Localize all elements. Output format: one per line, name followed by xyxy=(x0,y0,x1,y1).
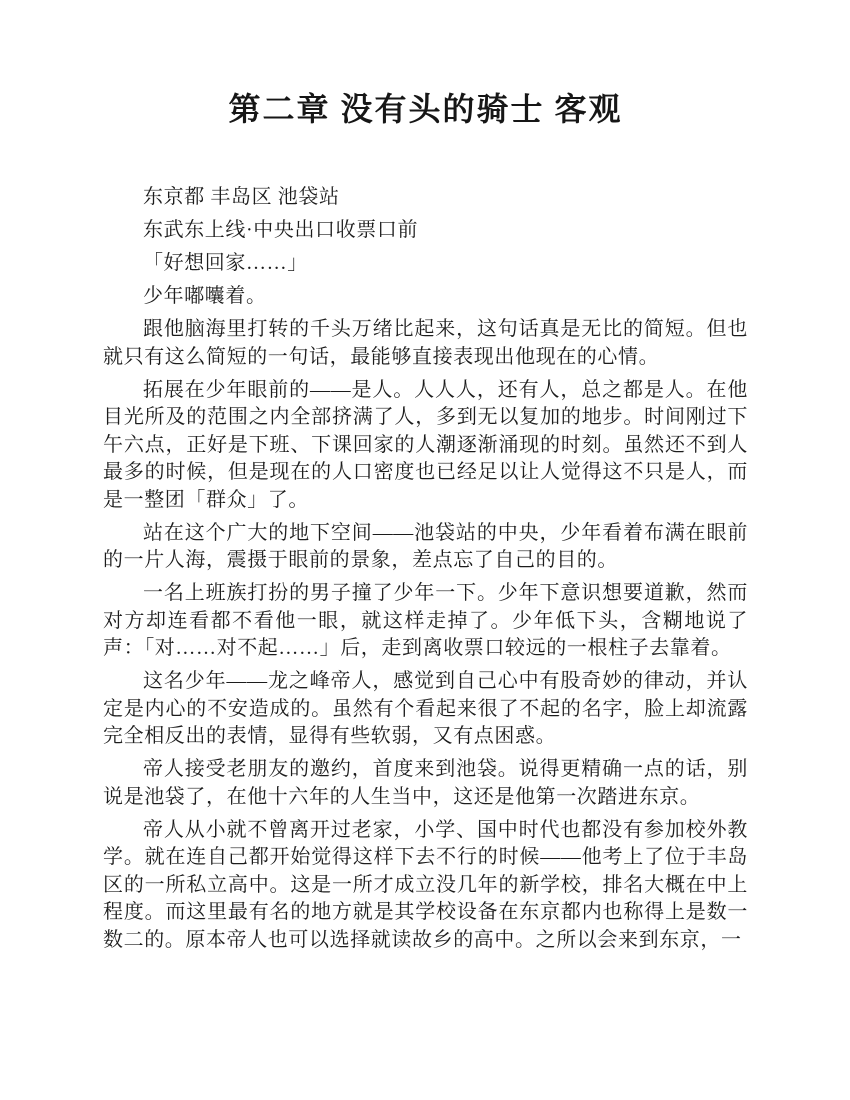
chapter-body xyxy=(103,184,748,954)
paragraph: 这名少年——龙之峰帝人，感觉到自己心中有股奇妙的律动，并认定是内心的不安造成的。虽然有个看起来很了不起的名字，脸上却流露完全相反出的表情，显得有些软弱，又有点困惑。 xyxy=(103,670,748,747)
paragraph: 东武东上线·中央出口收票口前 xyxy=(143,219,419,241)
paragraph: 拓展在少年眼前的——是人。人人人，还有人，总之都是人。在他目光所及的范围之内全部挤满了人，多到无以复加的地步。时间刚过下午六点，正好是下班、下课回家的人潮逐渐涌现的时刻。虽然还不到人最多的时候，但是现在的人口密度也已经足以让人觉得这不只是人，而是一整团「群众」了。 xyxy=(103,378,748,511)
paragraph: 少年嘟囔着。 xyxy=(143,285,267,307)
paragraph: 「好想回家……」 xyxy=(143,252,308,274)
chapter-title: 第二章 没有头的骑士 客观 xyxy=(228,91,623,127)
paragraph: 帝人接受老朋友的邀约，首度来到池袋。说得更精确一点的话，别说是池袋了，在他十六年的人生当中，这还是他第一次踏进东京。 xyxy=(103,758,748,808)
paragraph: 东京都 丰岛区 池袋站 xyxy=(143,186,340,208)
paragraph: 一名上班族打扮的男子撞了少年一下。少年下意识想要道歉，然而对方却连看都不看他一眼，就这样走掉了。少年低下头，含糊地说了声：「对……对不起……」后，走到离收票口较远的一根柱子去靠着。 xyxy=(103,582,748,659)
paragraph: 站在这个广大的地下空间——池袋站的中央，少年看着布满在眼前的一片人海，震摄于眼前的景象，差点忘了自己的目的。 xyxy=(103,521,748,571)
paragraph: 帝人从小就不曾离开过老家，小学、国中时代也都没有参加校外教学。就在连自己都开始觉得这样下去不行的时候——他考上了位于丰岛区的一所私立高中。这是一所才成立没几年的新学校，排名大概在中上程度。而这里最有名的地方就是其学校设备在东京都内也称得上是数一数二的。原本帝人也可以选择就读故乡的高中。之所以会来到东京，一 xyxy=(103,818,748,951)
paragraph: 跟他脑海里打转的千头万绪比起来，这句话真是无比的简短。但也就只有这么简短的一句话，最能够直接表现出他现在的心情。 xyxy=(103,318,748,368)
